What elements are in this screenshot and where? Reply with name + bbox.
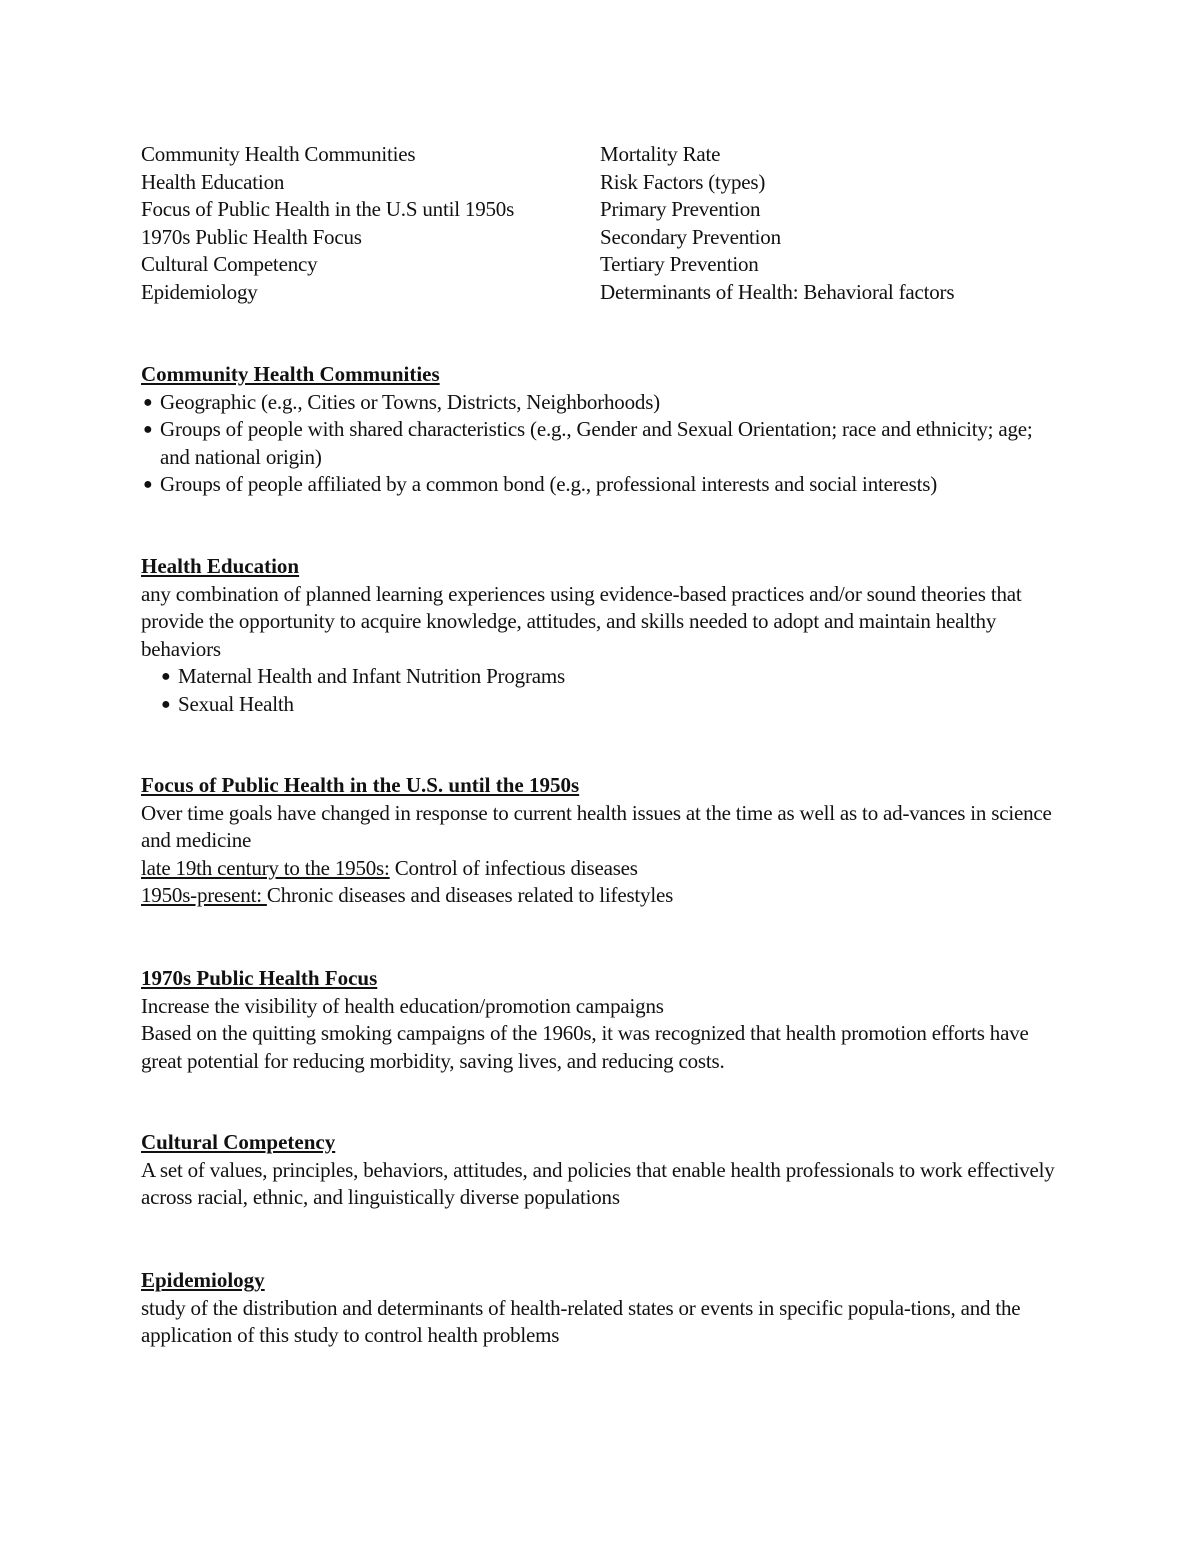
body-text: Based on the quitting smoking campaigns of the 1960s, it was recognized that health promotion efforts have great potential for reducing morbidity, saving lives, and reducing costs. — [141, 1021, 1029, 1073]
section-health-education — [141, 553, 1061, 719]
bullet-list — [141, 663, 1061, 718]
topic-item: Focus of Public Health in the U.S until 1950s — [141, 197, 515, 222]
bullet-dot-icon: ● — [161, 695, 171, 713]
bullet-dot-icon: ● — [161, 668, 171, 686]
topic-item: Tertiary Prevention — [600, 252, 759, 277]
topic-item: Mortality Rate — [600, 142, 721, 166]
topic-list-left-column — [141, 141, 591, 307]
period-line — [141, 882, 1061, 910]
topic-item: Primary Prevention — [600, 197, 761, 222]
topic-item: Risk Factors (types) — [600, 169, 766, 194]
body-text: Increase the visibility of health education/promotion campaigns — [141, 993, 664, 1018]
section-heading: Community Health Communities — [141, 362, 440, 386]
topic-item: Cultural Competency — [141, 252, 318, 277]
topic-item: Secondary Prevention — [600, 224, 781, 249]
section-heading: Health Education — [141, 554, 300, 578]
list-item-text: Geographic (e.g., Cities or Towns, Districts, Neighborhoods) — [160, 389, 660, 414]
definition-text: any combination of planned learning experiences using evidence-based practices and/or sound theories that provide the opportunity to acquire knowledge, attitudes, and skills needed to adopt and maintain healthy behaviors — [141, 581, 1022, 661]
topic-item: Epidemiology — [141, 279, 258, 304]
section-heading: Cultural Competency — [141, 1130, 336, 1154]
list-item — [141, 389, 1061, 417]
topic-item: Health Education — [141, 169, 285, 194]
list-item-text: Groups of people with shared characteristics (e.g., Gender and Sexual Orientation; race and ethnicity; age; and national origin) — [160, 417, 1033, 469]
topic-item: Determinants of Health: Behavioral factors — [600, 279, 955, 304]
section-heading: Focus of Public Health in the U.S. until the 1950s — [141, 773, 580, 797]
section-community-health-communities — [141, 361, 1061, 499]
period-text: Control of infectious diseases — [389, 855, 638, 880]
period-text: Chronic diseases and diseases related to lifestyles — [266, 883, 674, 908]
topic-item: 1970s Public Health Focus — [141, 224, 362, 249]
topic-item: Community Health Communities — [141, 142, 416, 166]
section-heading: 1970s Public Health Focus — [141, 966, 378, 990]
bullet-dot-icon: ● — [143, 393, 153, 411]
list-item — [141, 471, 1061, 499]
list-item — [159, 663, 1061, 691]
section-1970s-public-health-focus — [141, 965, 1061, 1075]
definition-text: study of the distribution and determinants of health-related states or events in specific popula-tions, and the application of this study to control health problems — [141, 1295, 1021, 1348]
list-item-text: Sexual Health — [178, 691, 294, 716]
list-item — [159, 691, 1061, 719]
list-item-text: Groups of people affiliated by a common bond (e.g., professional interests and social interests) — [160, 472, 938, 497]
period-line — [141, 855, 1061, 883]
definition-text: A set of values, principles, behaviors, attitudes, and policies that enable health professionals to work effectively across racial, ethnic, and linguistically diverse populations — [141, 1157, 1055, 1210]
section-epidemiology — [141, 1267, 1061, 1350]
bullet-dot-icon: ● — [143, 476, 153, 494]
intro-text: Over time goals have changed in response to current health issues at the time as well as to ad-vances in science and medicine — [141, 800, 1052, 853]
list-item-text: Maternal Health and Infant Nutrition Programs — [178, 664, 565, 689]
topic-list-right-column — [600, 141, 1070, 307]
period-label: 1950s-present: — [141, 883, 267, 908]
section-heading: Epidemiology — [141, 1268, 265, 1292]
bullet-list — [141, 389, 1061, 499]
list-item — [141, 416, 1061, 471]
bullet-dot-icon: ● — [143, 421, 153, 439]
period-label: late 19th century to the 1950s: — [141, 855, 390, 880]
section-focus-public-health — [141, 772, 1061, 910]
section-cultural-competency — [141, 1129, 1061, 1212]
